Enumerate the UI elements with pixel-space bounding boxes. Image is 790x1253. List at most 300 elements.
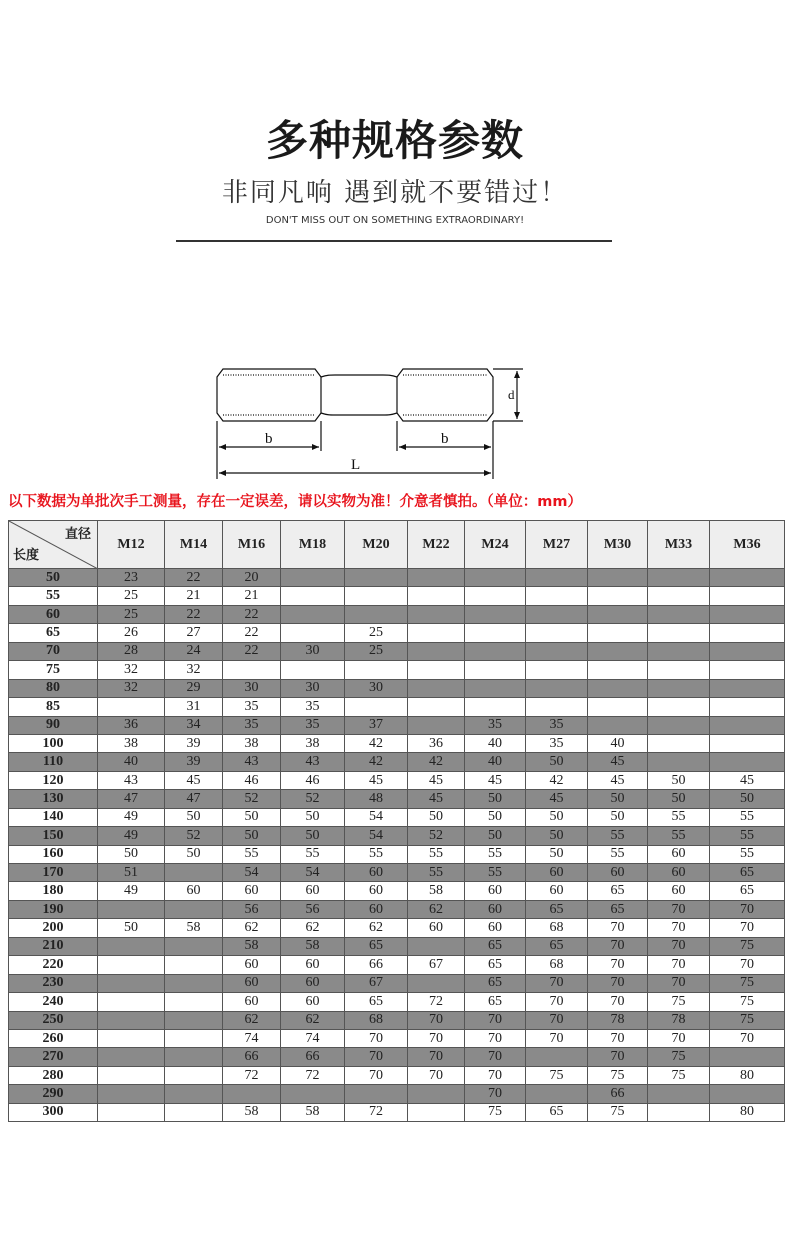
table-cell: 45	[408, 790, 465, 808]
table-cell	[281, 1085, 345, 1103]
table-cell	[345, 698, 408, 716]
table-cell: 50	[648, 790, 710, 808]
table-cell: 65	[465, 937, 526, 955]
table-cell	[465, 698, 526, 716]
table-cell	[165, 1103, 223, 1121]
table-cell	[526, 698, 588, 716]
table-cell: 60	[648, 864, 710, 882]
table-cell	[710, 569, 785, 587]
table-row	[9, 1066, 785, 1084]
table-cell: 62	[281, 1011, 345, 1029]
table-cell: 50	[408, 808, 465, 826]
table-cell: 21	[223, 587, 281, 605]
table-cell: 54	[345, 808, 408, 826]
table-cell: 35	[465, 716, 526, 734]
table-cell	[648, 1085, 710, 1103]
table-cell	[408, 937, 465, 955]
table-cell: 72	[281, 1066, 345, 1084]
table-cell	[345, 587, 408, 605]
table-cell: 80	[710, 1103, 785, 1121]
column-header: M16	[223, 521, 281, 569]
table-cell	[98, 993, 165, 1011]
table-cell: 35	[281, 716, 345, 734]
table-cell: 21	[165, 587, 223, 605]
row-length-cell: 110	[9, 753, 98, 771]
table-cell	[588, 661, 648, 679]
table-cell: 47	[98, 790, 165, 808]
table-cell: 38	[223, 734, 281, 752]
table-cell: 75	[588, 1066, 648, 1084]
table-cell: 60	[223, 882, 281, 900]
table-cell: 58	[408, 882, 465, 900]
table-cell: 46	[281, 771, 345, 789]
row-length-cell: 55	[9, 587, 98, 605]
table-cell: 50	[710, 790, 785, 808]
table-cell: 75	[648, 1066, 710, 1084]
column-header: M20	[345, 521, 408, 569]
table-cell	[408, 661, 465, 679]
table-cell	[98, 974, 165, 992]
table-cell: 58	[223, 937, 281, 955]
table-cell	[526, 661, 588, 679]
table-cell: 70	[408, 1048, 465, 1066]
table-cell	[710, 679, 785, 697]
table-cell: 48	[345, 790, 408, 808]
table-row	[9, 864, 785, 882]
page-subtitle: 非同凡响 遇到就不要错过！	[221, 178, 569, 208]
table-cell: 45	[588, 753, 648, 771]
table-cell: 55	[710, 808, 785, 826]
table-cell	[408, 698, 465, 716]
table-cell: 74	[223, 1029, 281, 1047]
table-cell: 45	[588, 771, 648, 789]
table-cell: 38	[281, 734, 345, 752]
table-cell: 70	[345, 1029, 408, 1047]
table-row	[9, 624, 785, 642]
table-row	[9, 569, 785, 587]
row-length-cell: 65	[9, 624, 98, 642]
row-length-cell: 80	[9, 679, 98, 697]
table-cell: 22	[165, 605, 223, 623]
table-cell: 70	[648, 1029, 710, 1047]
table-cell: 32	[98, 661, 165, 679]
table-row	[9, 698, 785, 716]
table-cell	[281, 587, 345, 605]
table-cell: 50	[648, 771, 710, 789]
row-length-cell: 50	[9, 569, 98, 587]
table-cell	[98, 900, 165, 918]
table-cell: 35	[223, 698, 281, 716]
table-cell	[648, 624, 710, 642]
row-length-cell: 240	[9, 993, 98, 1011]
table-cell: 60	[648, 845, 710, 863]
table-cell: 60	[281, 956, 345, 974]
table-cell: 30	[281, 679, 345, 697]
table-row	[9, 642, 785, 660]
table-cell	[465, 624, 526, 642]
table-cell: 32	[98, 679, 165, 697]
table-row	[9, 974, 785, 992]
table-row	[9, 882, 785, 900]
table-cell: 70	[465, 1029, 526, 1047]
table-cell: 56	[281, 900, 345, 918]
table-cell	[98, 1085, 165, 1103]
diagram-label-length: L	[351, 457, 361, 473]
table-cell: 50	[526, 808, 588, 826]
table-cell: 43	[223, 753, 281, 771]
table-cell: 49	[98, 808, 165, 826]
table-cell: 50	[526, 845, 588, 863]
table-cell: 55	[710, 827, 785, 845]
table-cell	[165, 974, 223, 992]
table-cell: 50	[465, 827, 526, 845]
table-row	[9, 587, 785, 605]
table-cell: 70	[648, 937, 710, 955]
column-header: M27	[526, 521, 588, 569]
table-cell	[408, 569, 465, 587]
table-cell: 54	[223, 864, 281, 882]
table-cell: 75	[648, 993, 710, 1011]
table-cell: 66	[223, 1048, 281, 1066]
table-cell: 36	[98, 716, 165, 734]
table-cell: 52	[408, 827, 465, 845]
table-cell: 36	[408, 734, 465, 752]
table-cell: 50	[526, 753, 588, 771]
table-cell: 62	[345, 919, 408, 937]
column-header: M30	[588, 521, 648, 569]
table-cell	[526, 624, 588, 642]
table-cell: 45	[465, 771, 526, 789]
row-length-cell: 280	[9, 1066, 98, 1084]
table-cell: 62	[223, 1011, 281, 1029]
table-cell	[526, 569, 588, 587]
table-body	[9, 569, 785, 1122]
table-cell: 35	[526, 716, 588, 734]
stud-bolt-diagram	[205, 355, 535, 485]
row-length-cell: 150	[9, 827, 98, 845]
table-cell	[648, 642, 710, 660]
table-cell: 70	[465, 1085, 526, 1103]
table-cell: 55	[345, 845, 408, 863]
table-cell	[588, 569, 648, 587]
row-length-cell: 220	[9, 956, 98, 974]
table-cell: 25	[345, 624, 408, 642]
table-row	[9, 1085, 785, 1103]
table-cell: 22	[223, 624, 281, 642]
table-cell	[165, 1029, 223, 1047]
table-cell: 80	[710, 1066, 785, 1084]
table-cell: 65	[526, 1103, 588, 1121]
table-cell	[710, 642, 785, 660]
table-cell: 55	[465, 845, 526, 863]
table-cell	[710, 716, 785, 734]
table-cell	[408, 624, 465, 642]
table-cell	[588, 624, 648, 642]
table-cell: 40	[465, 753, 526, 771]
table-cell	[648, 679, 710, 697]
table-cell	[281, 661, 345, 679]
table-cell: 60	[223, 993, 281, 1011]
table-cell	[710, 605, 785, 623]
table-cell: 62	[408, 900, 465, 918]
page-title: 多种规格参数	[265, 116, 524, 165]
table-corner-cell	[9, 521, 98, 569]
table-cell: 60	[281, 993, 345, 1011]
table-cell	[588, 698, 648, 716]
table-cell	[98, 956, 165, 974]
table-cell	[408, 587, 465, 605]
column-header: M36	[710, 521, 785, 569]
table-cell	[465, 642, 526, 660]
table-cell: 27	[165, 624, 223, 642]
table-cell: 52	[223, 790, 281, 808]
table-cell	[588, 679, 648, 697]
table-cell: 70	[648, 956, 710, 974]
row-length-cell: 170	[9, 864, 98, 882]
table-cell: 70	[710, 900, 785, 918]
table-cell: 70	[526, 1029, 588, 1047]
table-cell: 50	[281, 827, 345, 845]
table-cell	[465, 569, 526, 587]
table-cell: 65	[345, 993, 408, 1011]
table-cell	[588, 642, 648, 660]
table-cell	[345, 1085, 408, 1103]
table-cell: 52	[281, 790, 345, 808]
table-cell: 62	[281, 919, 345, 937]
table-row	[9, 716, 785, 734]
table-cell: 40	[98, 753, 165, 771]
table-cell: 62	[223, 919, 281, 937]
table-cell	[408, 642, 465, 660]
table-cell: 35	[281, 698, 345, 716]
row-length-cell: 90	[9, 716, 98, 734]
row-length-cell: 190	[9, 900, 98, 918]
table-cell	[526, 1048, 588, 1066]
table-row	[9, 827, 785, 845]
table-cell: 50	[465, 808, 526, 826]
table-cell: 30	[223, 679, 281, 697]
table-cell: 58	[281, 937, 345, 955]
table-row	[9, 753, 785, 771]
table-cell: 35	[223, 716, 281, 734]
table-cell	[465, 605, 526, 623]
table-row	[9, 605, 785, 623]
table-cell	[98, 1066, 165, 1084]
row-length-cell: 130	[9, 790, 98, 808]
diagram-label-diameter: d	[508, 387, 515, 402]
table-cell: 55	[648, 808, 710, 826]
row-length-cell: 260	[9, 1029, 98, 1047]
table-cell: 42	[345, 734, 408, 752]
table-cell: 55	[223, 845, 281, 863]
table-cell: 66	[281, 1048, 345, 1066]
table-cell: 40	[465, 734, 526, 752]
table-cell: 75	[465, 1103, 526, 1121]
table-cell: 60	[526, 864, 588, 882]
corner-label-length: 长度	[13, 548, 40, 563]
table-cell: 68	[345, 1011, 408, 1029]
table-cell	[165, 1066, 223, 1084]
table-cell: 65	[465, 993, 526, 1011]
table-cell: 50	[223, 827, 281, 845]
row-length-cell: 290	[9, 1085, 98, 1103]
table-cell: 75	[588, 1103, 648, 1121]
table-cell: 70	[648, 900, 710, 918]
table-cell: 45	[408, 771, 465, 789]
table-row	[9, 1029, 785, 1047]
table-cell: 72	[345, 1103, 408, 1121]
table-cell	[648, 661, 710, 679]
table-cell	[223, 1085, 281, 1103]
table-cell: 50	[98, 919, 165, 937]
table-cell: 45	[165, 771, 223, 789]
column-header: M12	[98, 521, 165, 569]
table-cell	[408, 679, 465, 697]
table-cell	[281, 624, 345, 642]
table-cell: 60	[465, 900, 526, 918]
table-cell	[98, 1048, 165, 1066]
table-cell: 60	[408, 919, 465, 937]
table-cell	[710, 753, 785, 771]
table-cell: 67	[408, 956, 465, 974]
table-cell: 66	[345, 956, 408, 974]
row-length-cell: 70	[9, 642, 98, 660]
table-cell: 70	[526, 974, 588, 992]
table-cell	[710, 734, 785, 752]
row-length-cell: 60	[9, 605, 98, 623]
table-cell	[648, 734, 710, 752]
table-cell: 70	[465, 1011, 526, 1029]
table-cell: 49	[98, 882, 165, 900]
diagram-label-b-left: b	[265, 431, 273, 447]
table-cell: 51	[98, 864, 165, 882]
table-cell: 55	[588, 827, 648, 845]
table-cell	[281, 605, 345, 623]
table-cell: 45	[710, 771, 785, 789]
table-cell: 32	[165, 661, 223, 679]
table-cell	[588, 716, 648, 734]
table-row	[9, 1011, 785, 1029]
table-cell: 60	[281, 882, 345, 900]
table-cell: 54	[281, 864, 345, 882]
table-cell	[165, 864, 223, 882]
table-cell: 50	[588, 808, 648, 826]
table-cell	[165, 956, 223, 974]
table-cell: 60	[281, 974, 345, 992]
table-cell: 78	[648, 1011, 710, 1029]
row-length-cell: 100	[9, 734, 98, 752]
row-length-cell: 75	[9, 661, 98, 679]
table-cell	[648, 753, 710, 771]
table-cell: 28	[98, 642, 165, 660]
table-cell	[526, 587, 588, 605]
table-cell	[648, 716, 710, 734]
table-row	[9, 919, 785, 937]
table-row	[9, 771, 785, 789]
table-cell: 70	[588, 1029, 648, 1047]
row-length-cell: 270	[9, 1048, 98, 1066]
row-length-cell: 300	[9, 1103, 98, 1121]
table-cell: 55	[588, 845, 648, 863]
table-cell: 65	[526, 937, 588, 955]
table-cell: 65	[588, 900, 648, 918]
table-cell: 60	[465, 919, 526, 937]
table-cell: 50	[281, 808, 345, 826]
table-row	[9, 937, 785, 955]
table-cell	[710, 661, 785, 679]
table-row	[9, 1103, 785, 1121]
table-cell: 60	[465, 882, 526, 900]
table-cell: 60	[648, 882, 710, 900]
table-cell: 26	[98, 624, 165, 642]
table-header-row	[9, 521, 785, 569]
table-row	[9, 956, 785, 974]
table-cell	[710, 587, 785, 605]
table-cell	[98, 698, 165, 716]
table-cell: 30	[345, 679, 408, 697]
table-cell: 66	[588, 1085, 648, 1103]
table-cell	[165, 1048, 223, 1066]
table-cell: 75	[710, 937, 785, 955]
table-cell: 54	[345, 827, 408, 845]
table-cell: 72	[223, 1066, 281, 1084]
table-cell: 25	[345, 642, 408, 660]
table-cell: 60	[526, 882, 588, 900]
table-cell	[710, 1048, 785, 1066]
table-cell: 20	[223, 569, 281, 587]
row-length-cell: 160	[9, 845, 98, 863]
table-cell: 43	[98, 771, 165, 789]
table-cell: 60	[345, 882, 408, 900]
table-cell: 50	[588, 790, 648, 808]
table-cell: 22	[223, 642, 281, 660]
table-cell: 55	[648, 827, 710, 845]
table-cell	[588, 587, 648, 605]
table-cell: 60	[223, 974, 281, 992]
table-cell: 65	[465, 974, 526, 992]
table-cell: 70	[710, 919, 785, 937]
table-cell: 50	[223, 808, 281, 826]
table-cell	[98, 937, 165, 955]
spec-table	[8, 520, 785, 1122]
table-cell	[408, 1103, 465, 1121]
table-cell: 50	[465, 790, 526, 808]
table-cell	[165, 1011, 223, 1029]
table-cell: 42	[345, 753, 408, 771]
table-row	[9, 845, 785, 863]
table-cell	[345, 569, 408, 587]
table-cell	[648, 605, 710, 623]
table-cell: 22	[165, 569, 223, 587]
table-cell: 56	[223, 900, 281, 918]
table-cell	[281, 569, 345, 587]
table-cell: 55	[281, 845, 345, 863]
table-cell: 29	[165, 679, 223, 697]
table-cell	[165, 937, 223, 955]
table-cell: 58	[223, 1103, 281, 1121]
table-cell: 43	[281, 753, 345, 771]
table-cell: 75	[710, 1011, 785, 1029]
table-row	[9, 808, 785, 826]
table-cell	[526, 1085, 588, 1103]
table-cell: 70	[710, 956, 785, 974]
table-cell	[588, 605, 648, 623]
row-length-cell: 250	[9, 1011, 98, 1029]
table-row	[9, 993, 785, 1011]
measurement-notice: 以下数据为单批次手工测量，存在一定误差，请以实物为准！介意者慎拍。（单位：mm）	[8, 494, 582, 510]
table-cell: 68	[526, 919, 588, 937]
table-cell: 70	[345, 1048, 408, 1066]
